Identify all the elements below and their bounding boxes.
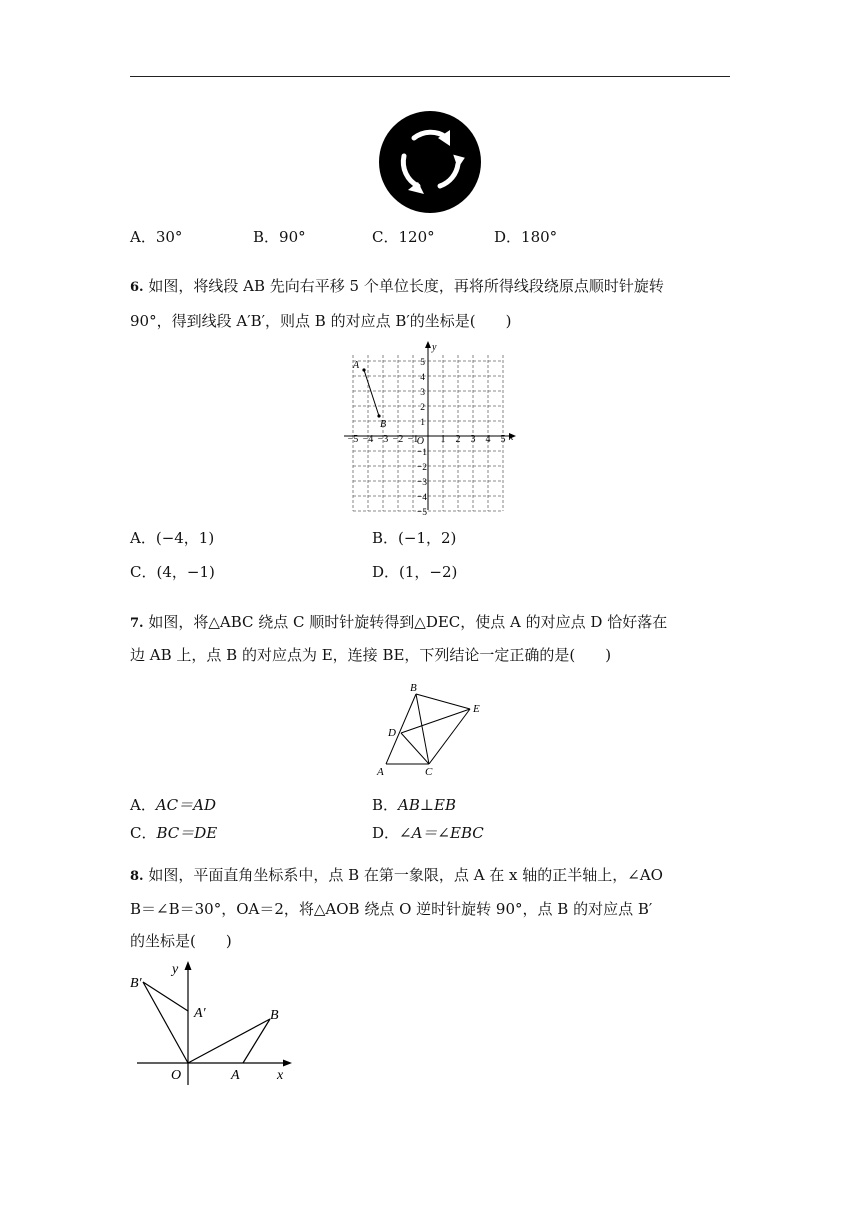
q8-rotation-figure [125,955,300,1090]
q7-label-d: D [388,727,396,739]
q6-option-a[interactable]: A．(−4，1) [130,529,215,547]
q8-label-a: A [231,1068,240,1083]
q7-label-c: C [425,766,433,778]
q7-stem-line1: 7. 如图，将△ABC 绕点 C 顺时针旋转得到△DEC，使点 A 的对应点 D 恰好落在 [130,613,668,631]
q6-segment-ab [364,370,379,416]
q6-y-tick-label: −2 [416,463,427,473]
q6-y-tick-label: 4 [420,373,425,383]
q8-label-x: x [277,1068,284,1083]
q7-option-c[interactable]: C．BC＝DE [130,824,218,842]
q5-option-b[interactable]: B．90° [253,228,306,246]
q6-origin-label: O [416,436,424,447]
q7-triangle-figure [372,680,488,780]
q8-label-y: y [172,962,179,977]
q6-x-tick-label: −5 [347,434,359,445]
q5-option-a[interactable]: A．30° [130,228,183,246]
q8-label-o: O [171,1068,182,1083]
q6-x-axis-label: x [509,432,514,443]
q6-x-tick-label: 1 [440,434,446,445]
q6-stem-line2: 90°，得到线段 A′B′，则点 B 的对应点 B′的坐标是( ) [130,312,512,330]
q6-x-tick-label: −3 [377,434,389,445]
q7-option-d[interactable]: D．∠A＝∠EBC [372,824,484,842]
q6-x-tick-label: 2 [455,434,461,445]
q8-label-b-prime: B′ [130,976,142,991]
q6-x-tick-label: 4 [485,434,491,445]
q7-option-a[interactable]: A．AC＝AD [130,796,217,814]
q6-x-tick-label: −1 [407,434,419,445]
q6-x-tick-label: −2 [392,434,404,445]
q6-point-b [377,414,380,417]
q6-y-tick-label: −4 [416,493,427,503]
q5-option-d[interactable]: D．180° [494,228,558,246]
q7-stem-line2: 边 AB 上，点 B 的对应点为 E，连接 BE，下列结论一定正确的是( ) [130,646,612,664]
q6-option-d[interactable]: D．(1，−2) [372,563,458,581]
q6-y-tick-label: 5 [420,358,425,368]
q6-y-tick-label: 2 [420,403,425,413]
q8-label-a-prime: A′ [194,1006,206,1021]
q6-option-b[interactable]: B．(−1，2) [372,529,457,547]
q7-label-e: E [473,703,480,715]
q6-point-a [362,368,365,371]
q6-x-tick-label: 5 [500,434,506,445]
q8-stem-line1: 8. 如图，平面直角坐标系中，点 B 在第一象限，点 A 在 x 轴的正半轴上，∠AO [130,866,663,884]
q6-y-axis-label: y [432,342,437,353]
q6-label-b: B [380,419,387,430]
q6-option-c[interactable]: C．(4，−1) [130,563,215,581]
q6-x-tick-label: 3 [470,434,476,445]
header-rule [130,76,730,77]
q6-y-tick-label: −3 [416,478,427,488]
q6-coordinate-grid [340,340,520,518]
q6-stem-line1: 6. 如图，将线段 AB 先向右平移 5 个单位长度，再将所得线段绕原点顺时针旋转 [130,277,664,295]
q6-y-tick-label: −5 [416,508,427,518]
q8-stem-line3: 的坐标是( ) [130,932,232,950]
q5-option-c[interactable]: C．120° [372,228,435,246]
q6-x-tick-label: −4 [362,434,374,445]
q7-label-b: B [410,682,417,694]
q8-stem-line2: B＝∠B＝30°，OA＝2，将△AOB 绕点 O 逆时针旋转 90°，点 B 的对应点 B′ [130,900,653,918]
q7-option-b[interactable]: B．AB⊥EB [372,796,456,814]
rotation-sign-icon [378,110,482,214]
q7-label-a: A [377,766,384,778]
q6-y-tick-label: 1 [420,418,425,428]
q8-label-b: B [270,1008,279,1023]
q6-label-a: A [353,360,360,371]
q6-y-tick-label: −1 [416,448,427,458]
q6-y-tick-label: 3 [420,388,425,398]
